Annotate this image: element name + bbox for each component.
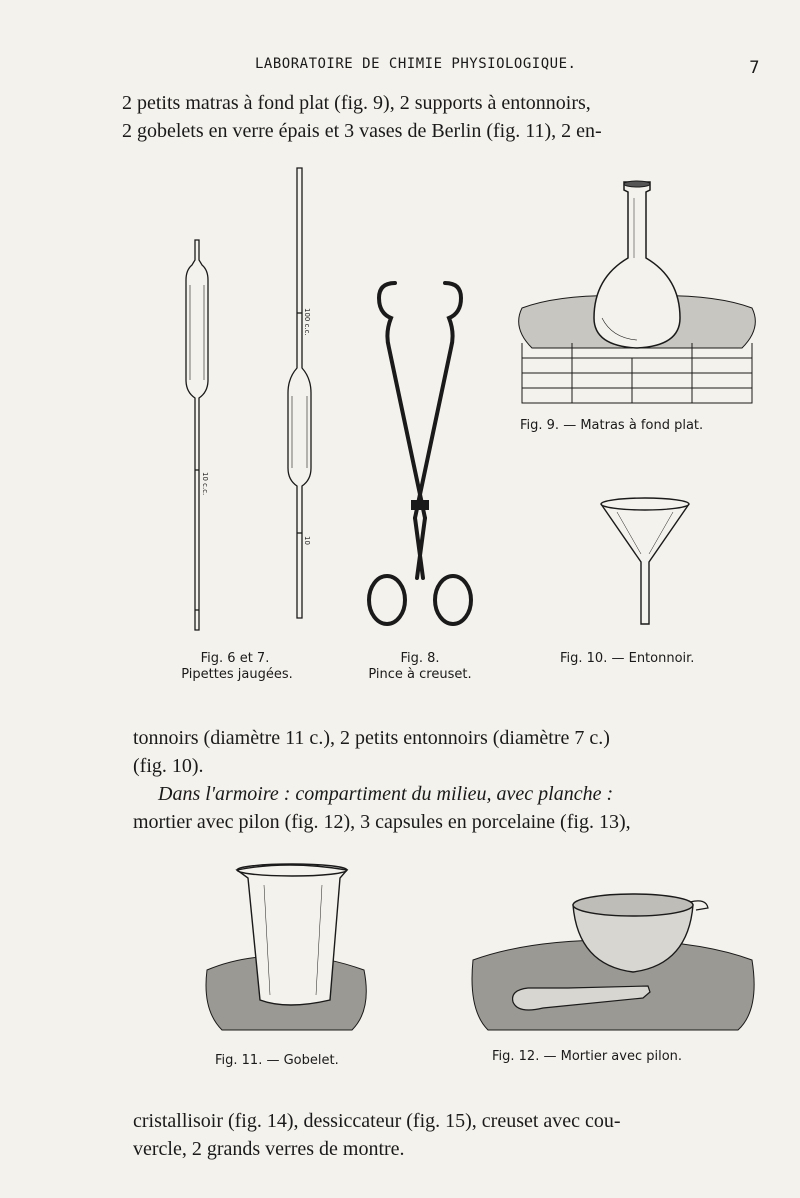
pipette-2-mark-top: 100 c.c. [303, 308, 311, 336]
pipette-figure-6 [182, 240, 212, 640]
paragraph-3-line-2: mortier avec pilon (fig. 12), 3 capsules en porcelaine (fig. 13), [133, 811, 631, 833]
running-header [255, 56, 775, 78]
funnel-figure-10 [597, 492, 697, 632]
paragraph-2-line-1: tonnoirs (diamètre 11 c.), 2 petits entonnoirs (diamètre 7 c.) [133, 727, 610, 749]
mortar-figure-12 [468, 880, 758, 1040]
fig-8-caption-line-1: Fig. 8. [400, 651, 440, 666]
paragraph-4-line-2: vercle, 2 grands verres de montre. [133, 1138, 405, 1160]
flask-figure-9 [512, 178, 762, 413]
paragraph-2-line-2: (fig. 10). [133, 755, 204, 777]
fig-9-caption: Fig. 9. — Matras à fond plat. [520, 418, 704, 433]
fig-11-caption: Fig. 11. — Gobelet. [215, 1053, 339, 1068]
fig-6-7-caption-line-2: Pipettes jaugées. [181, 667, 293, 682]
beaker-figure-11 [202, 860, 372, 1040]
paragraph-3-line-1: Dans l'armoire : compartiment du milieu, avec planche : [158, 783, 614, 805]
pipette-1-mark: 10 c.c. [201, 472, 209, 496]
crucible-tongs-figure-8 [365, 278, 475, 638]
fig-8-caption-line-2: Pince à creuset. [368, 667, 472, 682]
paragraph-1-line-1: 2 petits matras à fond plat (fig. 9), 2 supports à entonnoirs, [122, 92, 591, 114]
paragraph-1-line-2: 2 gobelets en verre épais et 3 vases de Berlin (fig. 11), 2 en- [122, 120, 602, 142]
pipette-2-mark-bottom: 10 [303, 536, 311, 545]
fig-12-caption: Fig. 12. — Mortier avec pilon. [492, 1049, 683, 1064]
paragraph-4-line-1: cristallisoir (fig. 14), dessiccateur (fig. 15), creuset avec cou- [133, 1110, 621, 1132]
pipette-figure-7 [285, 168, 315, 628]
fig-10-caption: Fig. 10. — Entonnoir. [560, 651, 695, 666]
fig-6-7-caption-line-1: Fig. 6 et 7. [200, 651, 270, 666]
page-number: 7 [749, 58, 760, 78]
running-title: LABORATOIRE DE CHIMIE PHYSIOLOGIQUE. [255, 56, 577, 72]
